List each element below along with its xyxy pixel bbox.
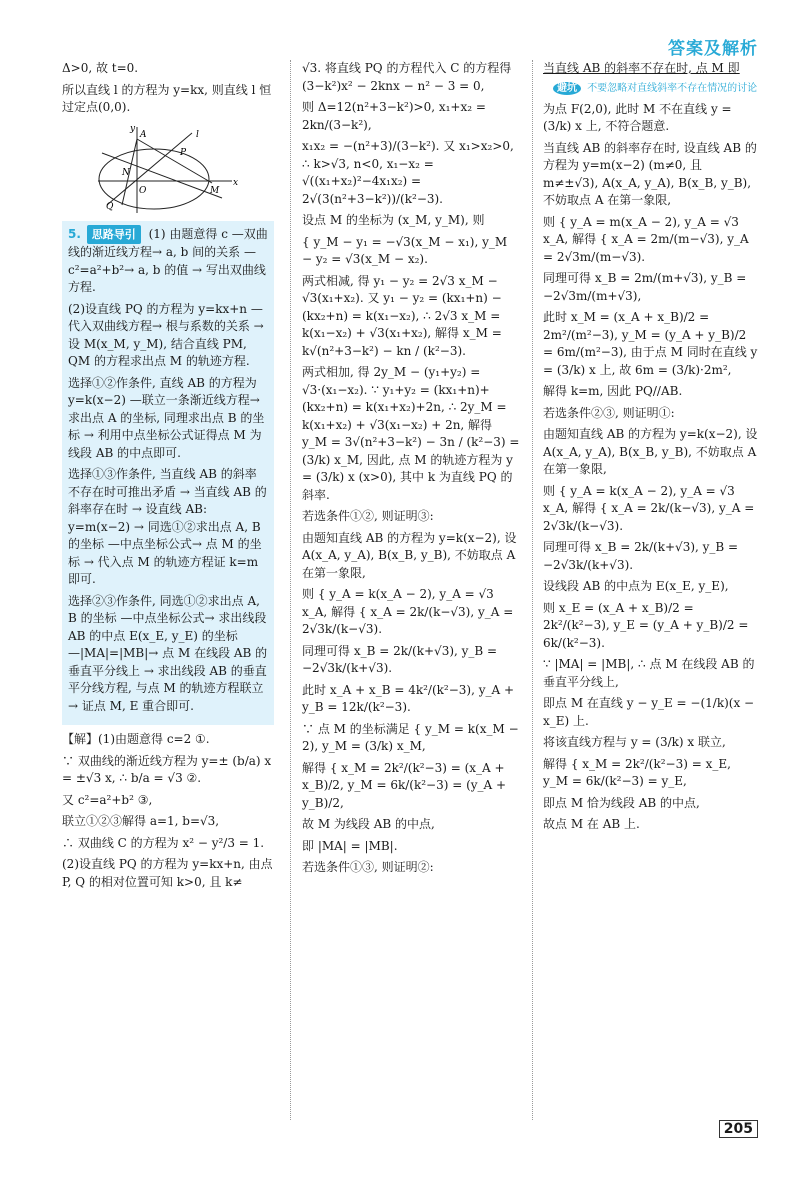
solution-line: 由题知直线 AB 的方程为 y=k(x−2), 设 A(x_A, y_A), B(x_B, y_B), 不妨取点 A 在第一象限, <box>543 427 758 476</box>
label-q: Q <box>106 201 114 212</box>
solution-line: ∵ 双曲线的渐近线方程为 y=± (b/a) x = ±√3 x, ∴ b/a = √3 ②. <box>62 753 272 785</box>
column-middle <box>302 60 520 881</box>
solution-line: ∵ |MA| = |MB|, ∴ 点 M 在线段 AB 的垂直平分线上, <box>543 657 755 689</box>
solution-line: 解得 { x_M = 2k²/(k²−3) = (x_A + x_B)/2, y_M = 6k/(k²−3) = (y_A + y_B)/2, <box>302 760 507 810</box>
solution-line: x₁x₂ = −(n²+3)/(3−k²). 又 x₁>x₂>0, ∴ k>√3, n<0, x₁−x₂ = √((x₁+x₂)²−4x₁x₂) = 2√(3(n²+3−k²))/(k²−3). <box>302 139 514 206</box>
label-n: N <box>122 167 130 178</box>
solution-line: ∴ 双曲线 C 的方程为 x² − y²/3 = 1. <box>62 835 265 850</box>
guide-text: (2)设直线 PQ 的方程为 y=kx+n —代入双曲线方程→ 根与系数的关系 → 设 M(x_M, y_M), 结合直线 PM, QM 的方程求出点 M 的轨迹方程. <box>68 301 264 368</box>
guide-text: (1) 由题意得 c —双曲线的渐近线方程→ a, b 间的关系 —c²=a²+b²→ a, b 的值 → 写出双曲线方程. <box>68 226 268 294</box>
guide-text: 选择②③作条件, 同选①②求出点 A, B 的坐标 —中点坐标公式→ 求出线段 AB 的中点 E(x_E, y_E) 的坐标 —|MA|=|MB|→ 点 M 在线段 AB 的垂直平分线上 → 求出线段 AB 的垂直平分线方程, 与点 M 的轨迹方程联立 → 证点 M, E 重合即可. <box>68 593 268 713</box>
solution-line: 若选条件①②, 则证明③: <box>302 509 434 523</box>
solution-line: 故点 M 在 AB 上. <box>543 817 640 831</box>
solution-line: 则 Δ=12(n²+3−k²)>0, x₁+x₂ = 2kn/(3−k²), <box>302 100 486 132</box>
pitfall-note <box>553 82 758 95</box>
label-m: M <box>210 185 220 196</box>
guide-text: 选择①②作条件, 直线 AB 的方程为 y=k(x−2) —联立一条渐近线方程→ 求出点 A 的坐标, 同理求出点 B 的坐标 → 利用中点坐标公式证得点 M 为线段 AB 的中点即可. <box>68 375 265 460</box>
solution-line: 解得 { x_M = 2k²/(k²−3) = x_E, y_M = 6k/(k²−3) = y_E, <box>543 756 731 788</box>
problem-number: 5. <box>68 226 81 241</box>
solution-line: 【解】(1)由题意得 c=2 ①. <box>62 732 210 746</box>
line-am <box>137 139 212 183</box>
line-l <box>107 133 192 205</box>
solution-line: 两式相加, 得 2y_M − (y₁+y₂) = √3·(x₁−x₂). ∵ y₁+y₂ = (kx₁+n)+(kx₂+n) = k(x₁+x₂)+2n, ∴ 2y_M = k(x₁+x₂) + √3(x₁−x₂) + 2n, 解得 y_M = 3√(n²+3−k²) − 3n / (k²−3) = (3/k) x_M, 因此, 点 M 的轨迹方程为 y = (3/k) x (x>0), 其中 k 为直线 PQ 的斜率. <box>302 365 520 502</box>
solution-line: 又 c²=a²+b² ③, <box>62 792 153 807</box>
solution-line: 两式相减, 得 y₁ − y₂ = 2√3 x_M − √3(x₁+x₂). 又 y₁ − y₂ = (kx₁+n) − (kx₂+n) = k(x₁−x₂), ∴ 2√3 x_M = k(x₁−x₂) + √3(x₁+x₂), 解得 x_M = k√(n²+3−k²) − kn / (k²−3). <box>302 273 502 358</box>
solution-line: 此时 x_A + x_B = 4k²/(k²−3), y_A + y_B = 12k/(k²−3). <box>302 682 515 714</box>
solution-line: 则 { y_A = m(x_A − 2), y_A = √3 x_A, 解得 { x_A = 2m/(m−√3), y_A = 2√3m/(m−√3). <box>543 214 749 264</box>
solution-line: 若选条件②③, 则证明①: <box>543 405 675 420</box>
label-a: A <box>140 129 147 140</box>
thinking-guide-box <box>62 221 274 726</box>
solution-line: 为点 F(2,0), 此时 M 不在直线 y = (3/k) x 上, 不符合题意. <box>543 101 732 133</box>
solution-line: 故 M 为线段 AB 的中点, <box>302 817 435 831</box>
solution-line: 同理可得 x_B = 2m/(m+√3), y_B = −2√3m/(m+√3), <box>543 271 747 303</box>
pitfall-label: 避坑 <box>553 82 581 95</box>
page-number: 205 <box>719 1120 758 1138</box>
solution-line: 则 x_E = (x_A + x_B)/2 = 2k²/(k²−3), y_E = (y_A + y_B)/2 = 6k/(k²−3). <box>543 600 749 650</box>
solution-line: 此时 x_M = (x_A + x_B)/2 = 2m²/(m²−3), y_M = (y_A + y_B)/2 = 6m/(m²−3), 由于点 M 同时在直线 y = (3/k) x 上, 故 6m = (3/k)·2m², <box>543 310 758 377</box>
column-right <box>543 60 758 838</box>
solution-line: { y_M − y₁ = −√3(x_M − x₁), y_M − y₂ = √3(x_M − x₂). <box>302 234 508 266</box>
solution-line: 当直线 AB 的斜率不存在时, 点 M 即 <box>543 61 740 75</box>
solution-line: 即点 M 恰为线段 AB 的中点, <box>543 795 700 810</box>
label-l: l <box>196 129 199 140</box>
solution-line: ∵ 点 M 的坐标满足 { y_M = k(x_M − 2), y_M = (3/k) x_M, <box>302 721 519 753</box>
solution-line: 即 |MA| = |MB|. <box>302 838 398 853</box>
solution-line: 当直线 AB 的斜率存在时, 设直线 AB 的方程为 y=m(x−2) (m≠0, 且 m≠±√3), A(x_A, y_A), B(x_B, y_B), 不妨取点 A 在第一象限, <box>543 140 757 207</box>
label-y: y <box>130 123 136 134</box>
solution-line: 若选条件①③, 则证明②: <box>302 860 434 874</box>
solution-line: 同理可得 x_B = 2k/(k+√3), y_B = −2√3k/(k+√3). <box>543 540 739 572</box>
label-o: O <box>139 185 147 196</box>
line-segment <box>102 153 222 198</box>
solution-line: 联立①②③解得 a=1, b=√3, <box>62 814 220 828</box>
column-divider <box>532 60 533 1120</box>
hyperbola-figure <box>92 123 242 215</box>
label-x: x <box>233 177 239 188</box>
text-line: 所以直线 l 的方程为 y=kx, 则直线 l 恒过定点(0,0). <box>62 82 272 114</box>
header-title: 答案及解析 <box>668 39 758 59</box>
guide-text: 选择①③作条件, 当直线 AB 的斜率不存在时可推出矛盾 → 当直线 AB 的斜率存在时 → 设直线 AB: y=m(x−2) → 同选①②求出点 A, B 的坐标 —中点坐标公式→ 点 M 的坐标 → 代入点 M 的轨迹方程证 k=m 即可. <box>68 467 267 586</box>
solution-line: 设线段 AB 的中点为 E(x_E, y_E), <box>543 579 729 593</box>
solution-line: (2)设直线 PQ 的方程为 y=kx+n, 由点 P, Q 的相对位置可知 k>0, 且 k≠ <box>62 857 273 889</box>
column-left <box>62 60 274 895</box>
column-divider <box>290 60 291 1120</box>
solution-line: √3. 将直线 PQ 的方程代入 C 的方程得 (3−k²)x² − 2knx − n² − 3 = 0, <box>302 61 512 93</box>
solution-line: 则 { y_A = k(x_A − 2), y_A = √3 x_A, 解得 { x_A = 2k/(k−√3), y_A = 2√3k/(k−√3). <box>543 483 755 533</box>
solution-line: 同理可得 x_B = 2k/(k+√3), y_B = −2√3k/(k+√3). <box>302 643 498 675</box>
solution-line: 将该直线方程与 y = (3/k) x 联立, <box>543 735 726 749</box>
label-p: P <box>180 147 187 158</box>
pitfall-text: 不要忽略对直线斜率不存在情况的讨论 <box>587 82 758 94</box>
solution-line: 由题知直线 AB 的方程为 y=k(x−2), 设 A(x_A, y_A), B(x_B, y_B), 不妨取点 A 在第一象限, <box>302 530 517 580</box>
solution-line: 即点 M 在直线 y − y_E = −(1/k)(x − x_E) 上. <box>543 696 755 728</box>
solution-line: 解得 k=m, 因此 PQ//AB. <box>543 384 683 398</box>
thinking-guide-badge: 思路导引 <box>87 225 141 245</box>
solution-line: 设点 M 的坐标为 (x_M, y_M), 则 <box>302 213 485 227</box>
text-line: Δ>0, 故 t=0. <box>62 61 139 75</box>
solution-line: 则 { y_A = k(x_A − 2), y_A = √3 x_A, 解得 { x_A = 2k/(k−√3), y_A = 2√3k/(k−√3). <box>302 587 514 636</box>
